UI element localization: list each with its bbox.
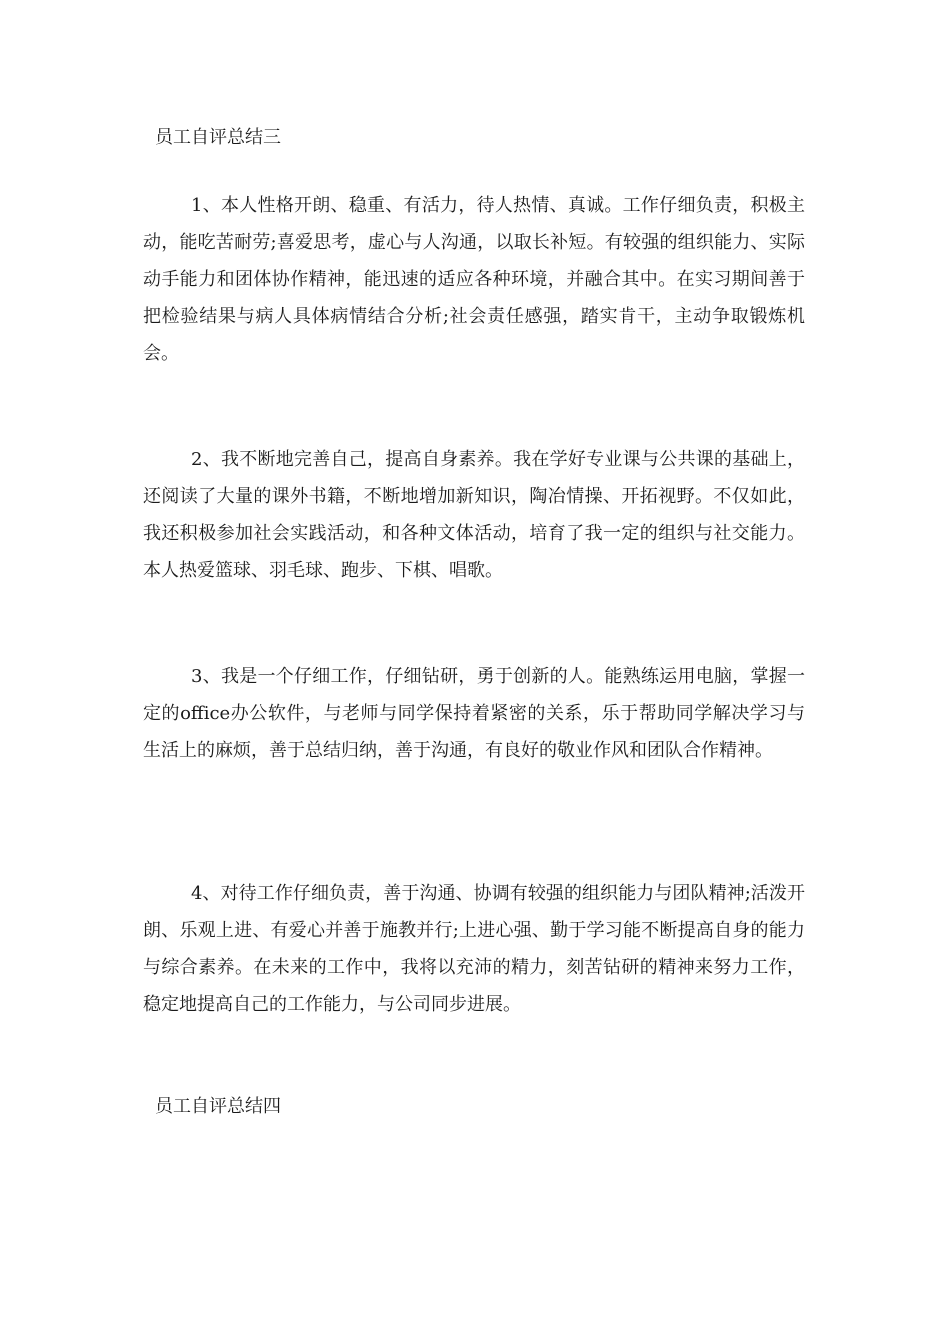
section-heading-three: 员工自评总结三 <box>155 127 281 148</box>
paragraph-3: 3、我是一个仔细工作，仔细钻研，勇于创新的人。能熟练运用电脑，掌握一定的office办公软件，与老师与同学保持着紧密的关系，乐于帮助同学解决学习与生活上的麻烦，善于总结归纳，善于沟通，有良好的敬业作风和团队合作精神。 <box>143 666 805 761</box>
section-heading-four: 员工自评总结四 <box>155 1096 281 1117</box>
paragraph-4: 4、对待工作仔细负责，善于沟通、协调有较强的组织能力与团队精神;活泼开朗、乐观上进、有爱心并善于施教并行;上进心强、勤于学习能不断提高自身的能力与综合素养。在未来的工作中，我将以充沛的精力，刻苦钻研的精神来努力工作，稳定地提高自己的工作能力，与公司同步进展。 <box>143 883 805 1015</box>
paragraph-2: 2、我不断地完善自己，提高自身素养。我在学好专业课与公共课的基础上，还阅读了大量的课外书籍，不断地增加新知识，陶冶情操、开拓视野。不仅如此，我还积极参加社会实践活动，和各种文体活动，培育了我一定的组织与社交能力。本人热爱篮球、羽毛球、跑步、下棋、唱歌。 <box>143 449 805 581</box>
paragraph-1: 1、本人性格开朗、稳重、有活力，待人热情、真诚。工作仔细负责，积极主动，能吃苦耐劳;喜爱思考，虚心与人沟通，以取长补短。有较强的组织能力、实际动手能力和团体协作精神，能迅速的适应各种环境，并融合其中。在实习期间善于把检验结果与病人具体病情结合分析;社会责任感强，踏实肯干，主动争取锻炼机会。 <box>143 195 805 364</box>
